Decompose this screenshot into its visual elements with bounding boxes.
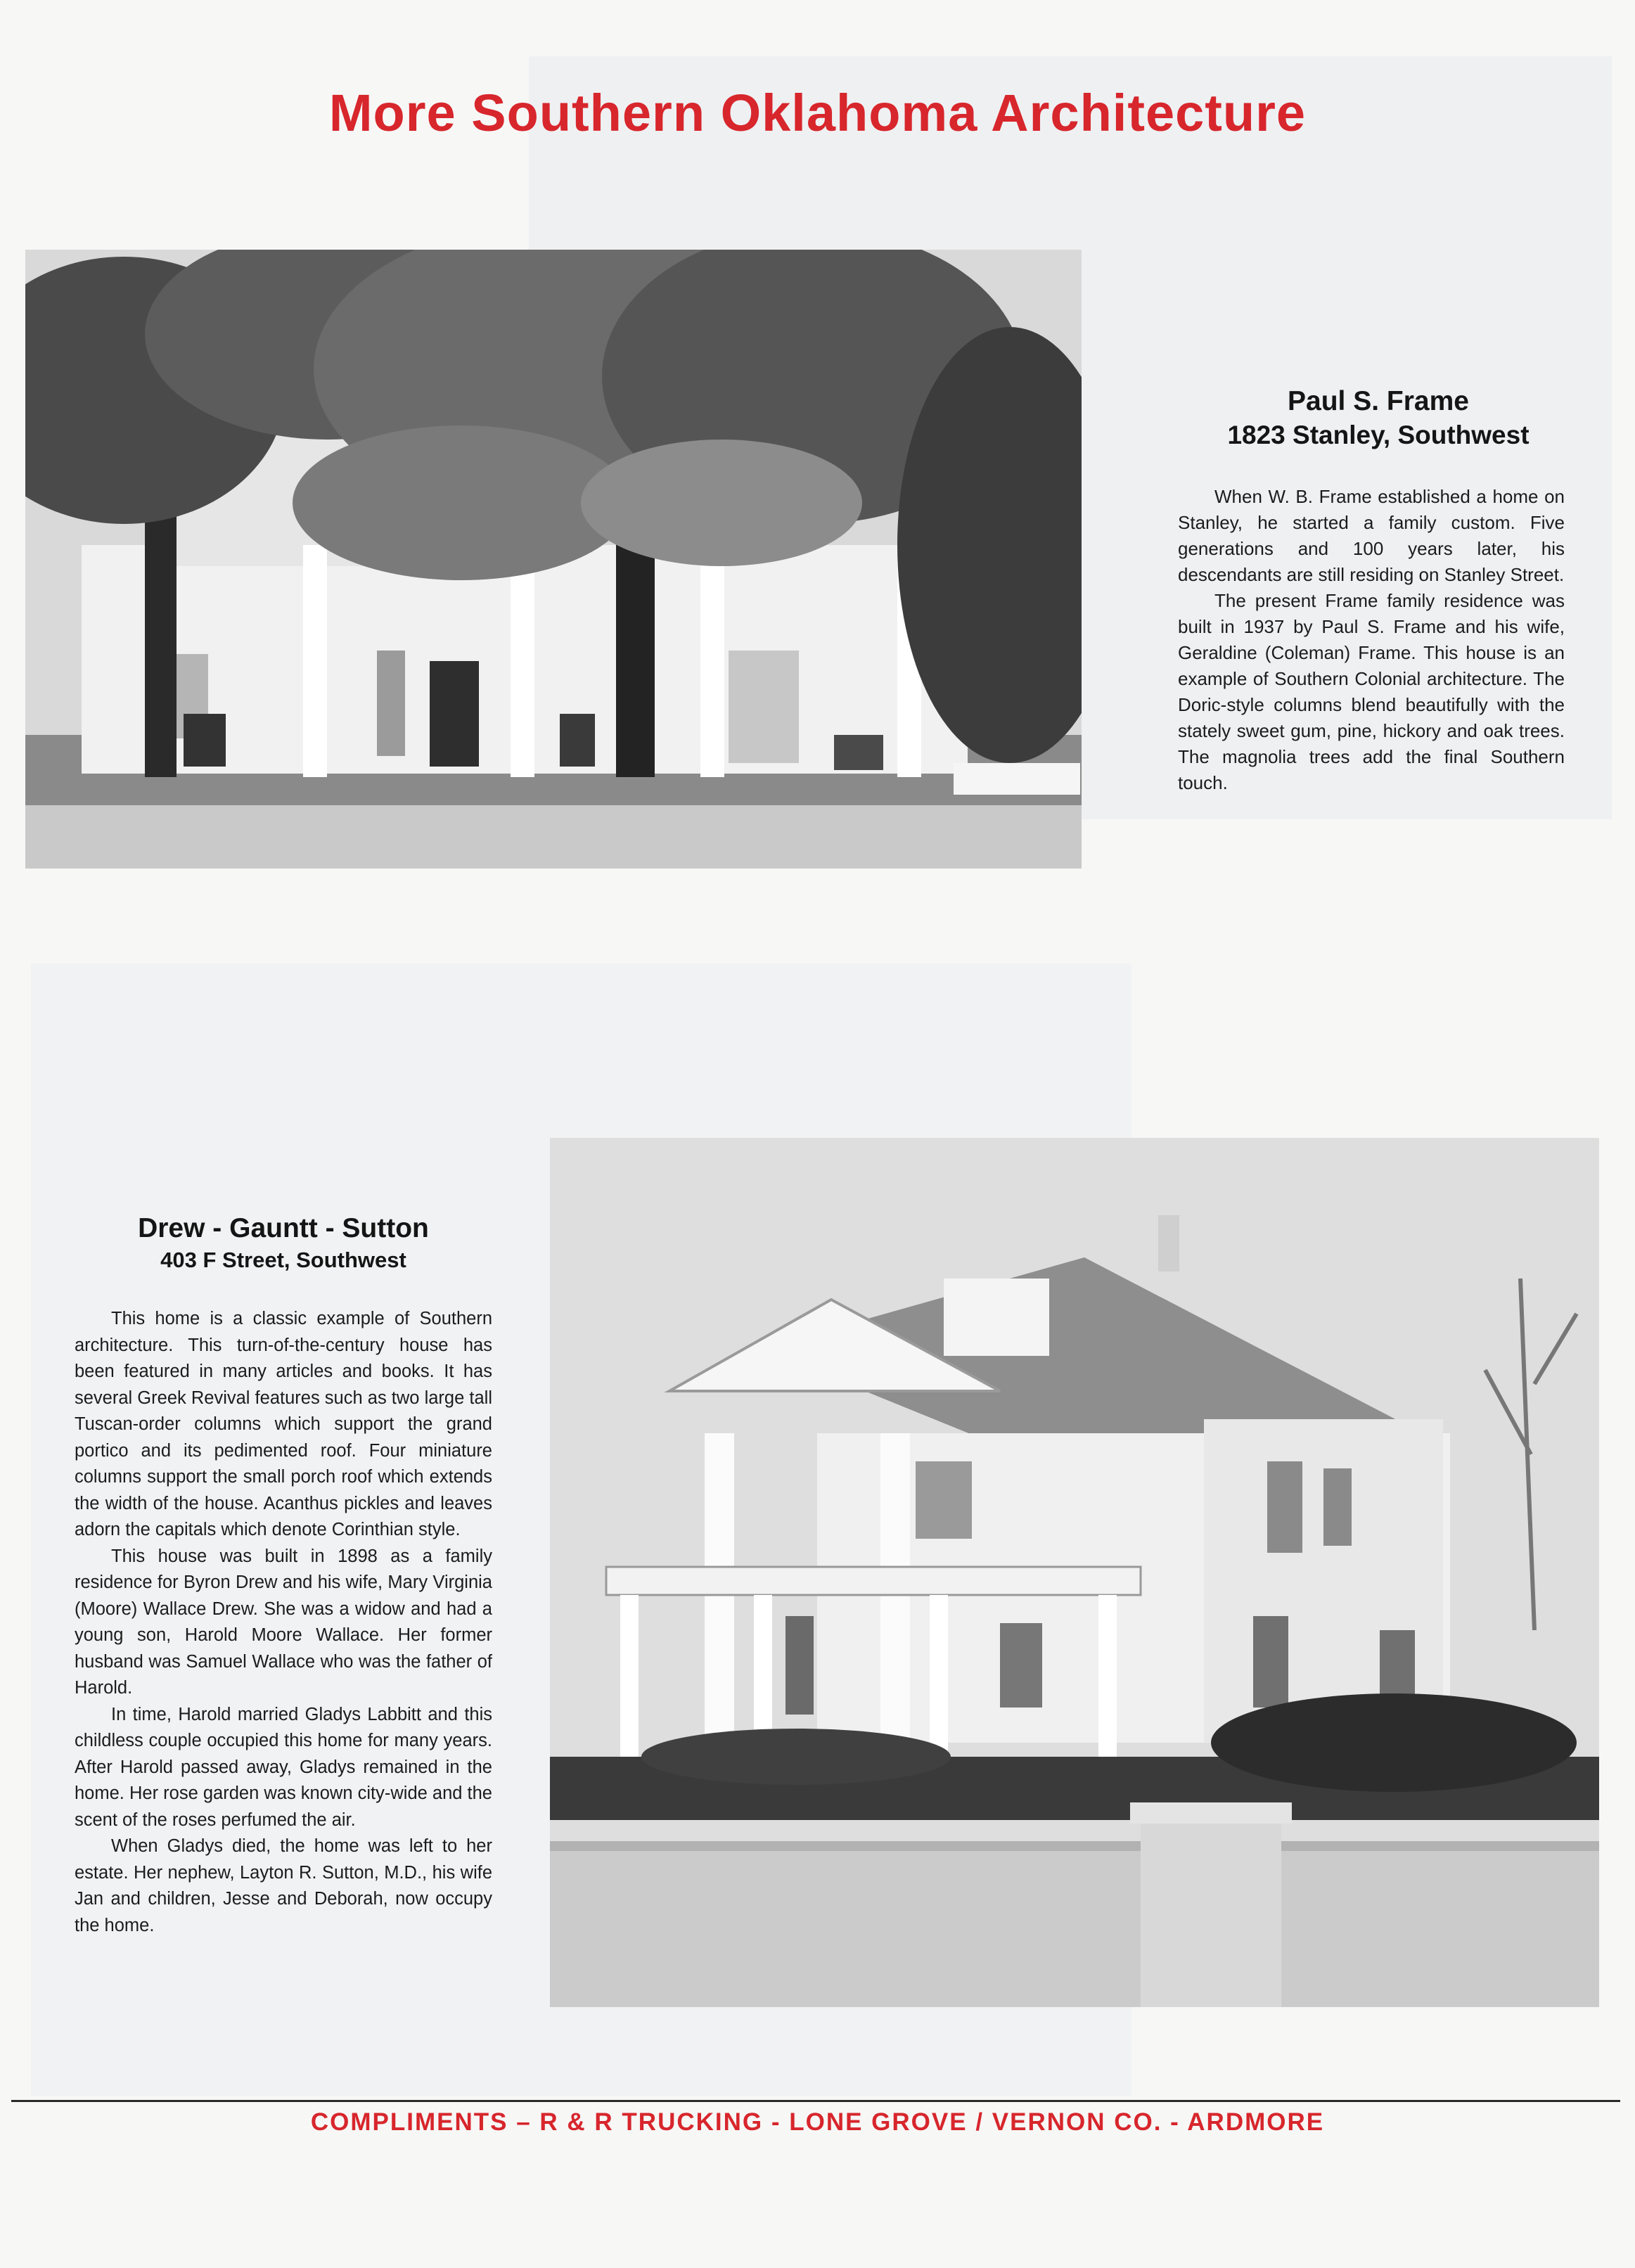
frame-home-address: 1823 Stanley, Southwest: [1227, 421, 1530, 449]
frame-house-photo: [25, 250, 1082, 869]
page-title: More Southern Oklahoma Architecture: [328, 84, 1307, 142]
drew-house-photo-image: [550, 1138, 1599, 2007]
drew-home-name: Drew - Gauntt - Sutton: [138, 1213, 429, 1243]
frame-house-photo-image: [25, 250, 1082, 869]
drew-paragraph-2: This house was built in 1898 as a family residence for Byron Drew and his wife, Mary Virginia (Moore) Wallace Drew. She was a widow and had a young son, Harold Moore Wallace. Her former husband was Samuel Wallace who was the father of Harold.: [75, 1546, 492, 1698]
drew-paragraph-4: When Gladys died, the home was left to her estate. Her nephew, Layton R. Sutton, M.D., his wife Jan and children, Jesse and Deborah, now occupy the home.: [75, 1836, 492, 1935]
frame-home-name: Paul S. Frame: [1288, 386, 1469, 416]
sponsor-footer: COMPLIMENTS – R & R TRUCKING - LONE GROVE / VERNON CO. - ARDMORE: [310, 2108, 1325, 2136]
drew-home-description: [75, 1306, 492, 1939]
frame-caption-heading: [1188, 384, 1568, 451]
frame-paragraph-2: The present Frame family residence was built in 1937 by Paul S. Frame and his wife, Geraldine (Coleman) Frame. This house is an example of Southern Colonial architecture. The Doric-style columns blend beautifully with the stately sweet gum, pine, hickory and oak trees. The magnolia trees add the final Southern touch.: [1178, 590, 1565, 793]
drew-paragraph-3: In time, Harold married Gladys Labbitt and this childless couple occupied this home for many years. After Harold passed away, Gladys remained in the home. Her rose garden was known city-wide and the scent of the roses perfumed the air.: [75, 1704, 492, 1830]
frame-home-description: [1178, 484, 1565, 796]
drew-paragraph-1: This home is a classic example of Southern architecture. This turn-of-the-century house has been featured in many articles and books. It has several Greek Revival features such as two large tall Tuscan-order columns which support the grand portico and its pedimented roof. Four miniature columns support the small porch roof which extends the width of the house. Acanthus pickles and leaves adorn the capitals which denote Corinthian style.: [75, 1309, 492, 1539]
drew-home-address: 403 F Street, Southwest: [160, 1248, 406, 1272]
drew-house-photo: [550, 1138, 1599, 2007]
footer-divider: [11, 2100, 1620, 2102]
frame-paragraph-1: When W. B. Frame established a home on Stanley, he started a family custom. Five generations and 100 years later, his descendants are still residing on Stanley Street.: [1178, 486, 1565, 585]
drew-caption-heading: [75, 1211, 492, 1274]
